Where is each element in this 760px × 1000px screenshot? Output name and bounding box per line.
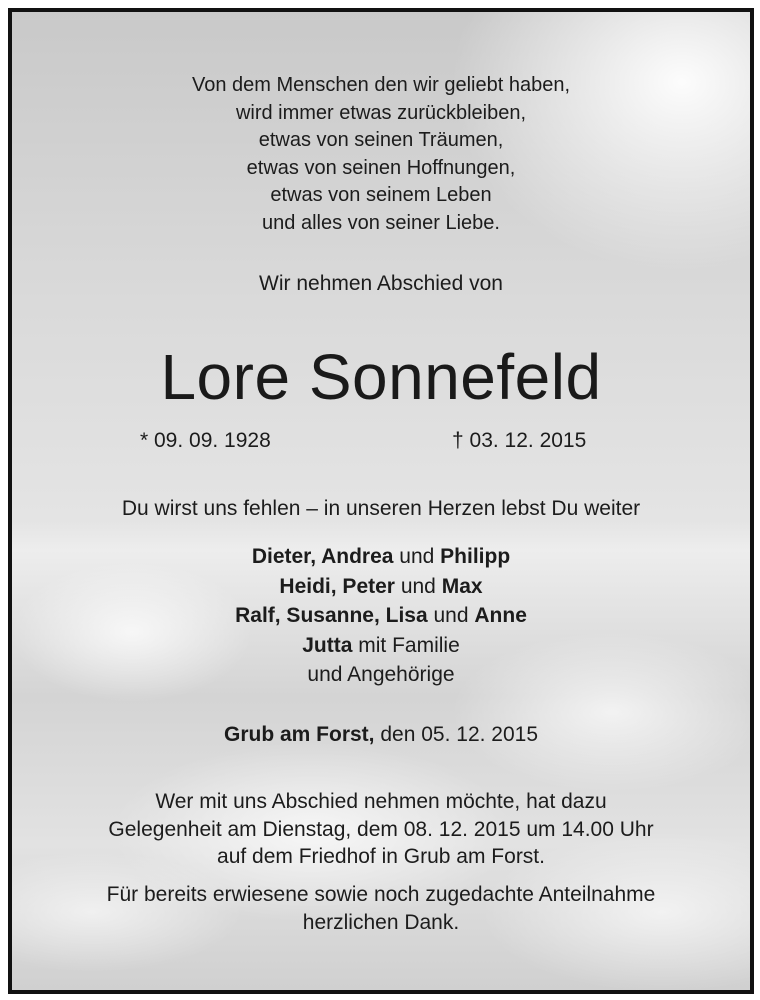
family-names: Ralf, Susanne, Lisa (235, 604, 428, 627)
info-line: Gelegenheit am Dienstag, dem 08. 12. 2015 um 14.00 Uhr (108, 817, 654, 841)
family-line (12, 572, 750, 602)
obituary-card (8, 8, 754, 994)
thanks-note (12, 881, 750, 936)
poem-line: wird immer etwas zurückbleiben, (235, 101, 527, 124)
family-suffix: mit Familie (358, 633, 460, 657)
thanks-line: Für bereits erwiesene sowie noch zugedachte Anteilnahme (106, 883, 656, 906)
farewell-intro: Wir nehmen Abschied von (259, 272, 503, 295)
deceased-name: Lore Sonnefeld (160, 341, 602, 413)
funeral-info (12, 788, 750, 871)
birth-date: * 09. 09. 1928 (140, 429, 271, 452)
poem-line: Von dem Menschen den wir geliebt haben, (191, 74, 571, 96)
family-line: und Angehörige (307, 663, 455, 686)
poem-line: etwas von seinen Träumen, (258, 129, 504, 151)
family-line (12, 601, 750, 631)
poem-line: etwas von seinen Hoffnungen, (246, 156, 516, 179)
conjunction: und (433, 604, 469, 627)
info-line: auf dem Friedhof in Grub am Forst. (217, 845, 545, 868)
death-date: † 03. 12. 2015 (452, 429, 587, 452)
family-list (12, 542, 750, 690)
family-line (12, 542, 750, 572)
poem-line: etwas von seinem Leben (270, 184, 492, 206)
poem-line: und alles von seiner Liebe. (262, 211, 500, 234)
family-names: Dieter, Andrea (251, 545, 394, 568)
family-names: Anne (474, 604, 527, 627)
place-and-date (12, 723, 750, 747)
thanks-line: herzlichen Dank. (302, 910, 460, 934)
family-names: Philipp (440, 545, 511, 568)
family-line (12, 631, 750, 661)
notice-date: den 05. 12. 2015 (380, 723, 539, 746)
farewell-message: Du wirst uns fehlen – in unseren Herzen lebst Du weiter (121, 497, 641, 520)
info-line: Wer mit uns Abschied nehmen möchte, hat dazu (155, 790, 607, 813)
conjunction: und (400, 574, 436, 598)
family-names: Heidi, Peter (279, 574, 395, 598)
place-town: Grub am Forst, (223, 723, 375, 746)
family-names: Max (441, 574, 483, 598)
conjunction: und (399, 545, 435, 568)
family-names: Jutta (302, 633, 353, 657)
memorial-poem (12, 72, 750, 237)
